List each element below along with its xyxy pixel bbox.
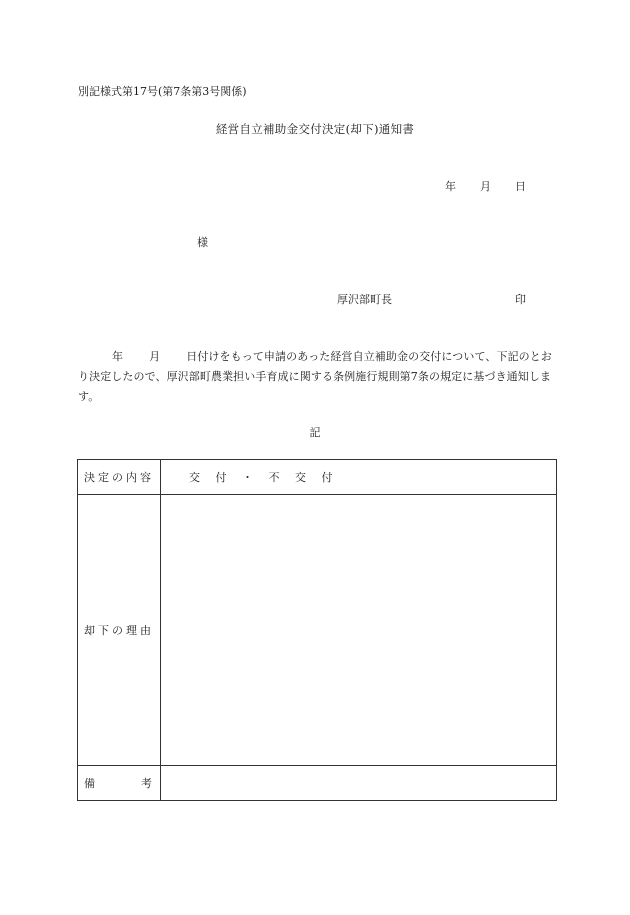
decision-row	[78, 460, 557, 495]
remarks-field	[161, 766, 557, 801]
date-day: 日	[515, 180, 526, 193]
decision-label: 決定の内容	[78, 460, 161, 495]
decision-value: 交 付 ・ 不 交 付	[161, 460, 557, 495]
body-paragraph	[78, 347, 556, 407]
date-year: 年	[445, 180, 456, 193]
body-month: 月	[149, 350, 161, 363]
document-title: 経営自立補助金交付決定(却下)通知書	[215, 122, 415, 136]
date-month: 月	[480, 180, 491, 193]
reason-field	[161, 495, 557, 766]
addressee-suffix: 様	[197, 236, 208, 249]
ki-heading: 記	[309, 426, 321, 439]
reason-row	[78, 495, 557, 766]
body-text: 日付けをもって申請のあった経営自立補助金の交付について、下記のとおり決定したので、厚沢部町農業担い手育成に関する条例施行規則第7条の規定に基づき通知します。	[78, 350, 552, 403]
seal-mark: 印	[515, 293, 526, 306]
sender-name: 厚沢部町長	[337, 293, 392, 306]
form-number: 別記様式第17号(第7条第3号関係)	[78, 85, 247, 98]
date-line	[445, 181, 526, 192]
decision-table	[77, 459, 557, 801]
remarks-row	[78, 766, 557, 801]
body-year: 年	[112, 350, 124, 363]
remarks-label: 備 考	[78, 766, 161, 801]
reason-label: 却下の理由	[78, 495, 161, 766]
